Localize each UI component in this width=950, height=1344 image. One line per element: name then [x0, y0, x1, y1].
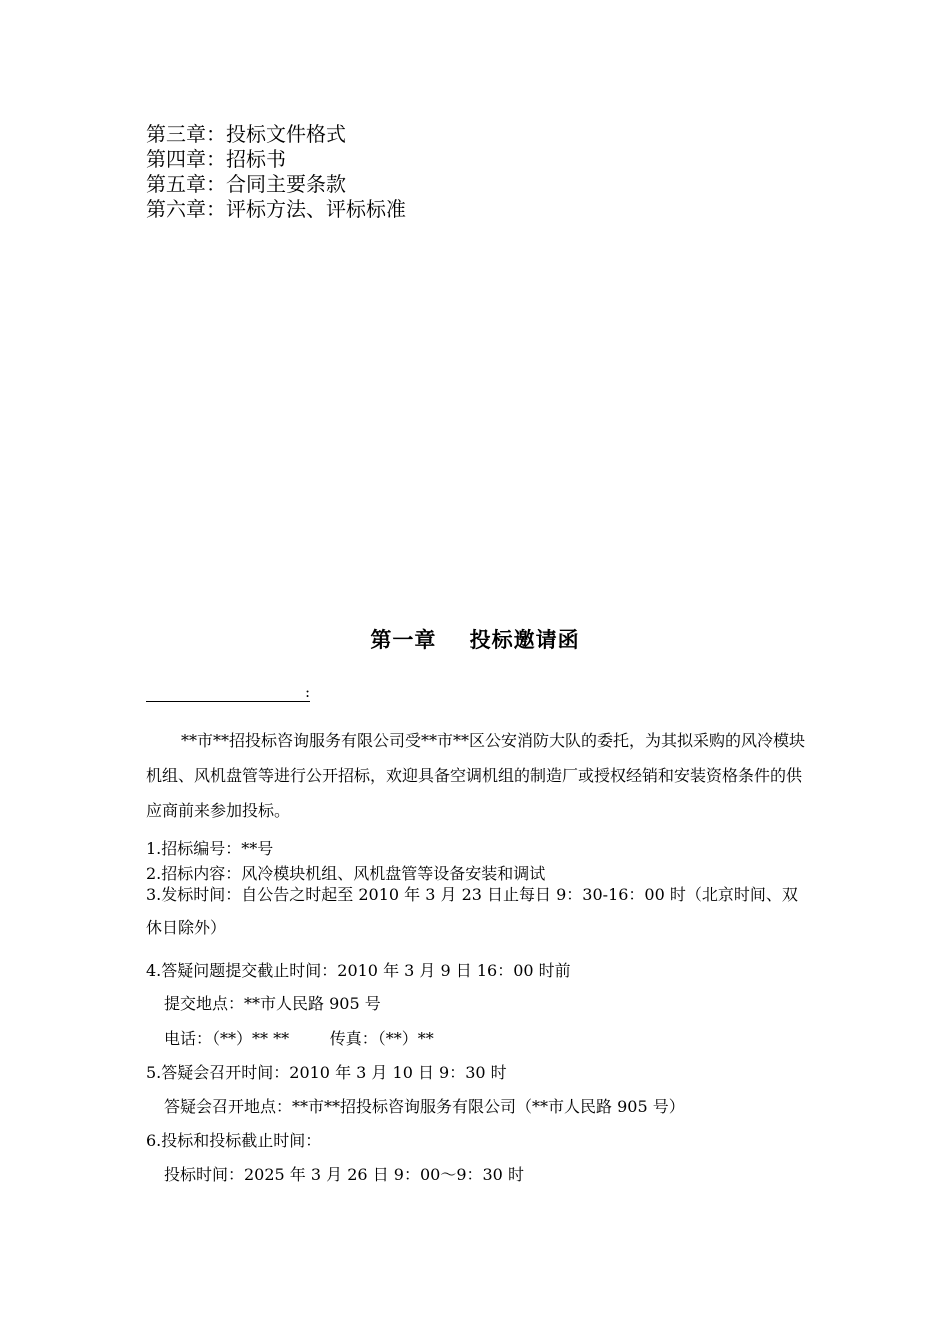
toc-item-chapter-5: 第五章：合同主要条款	[146, 172, 346, 196]
addressee-blank-line	[146, 683, 310, 702]
item-bid-time: 投标时间：2025 年 3 月 26 日 9：00～9：30 时	[164, 1165, 524, 1184]
item-qa-meeting-place: 答疑会召开地点：**市**招投标咨询服务有限公司（**市人民路 905 号）	[164, 1097, 685, 1116]
item-question-place: 提交地点：**市人民路 905 号	[164, 994, 381, 1013]
item-bid-content: 2.招标内容：风冷模块机组、风机盘管等设备安装和调试	[146, 864, 546, 883]
item-question-deadline: 4.答疑问题提交截止时间：2010 年 3 月 9 日 16：00 时前	[146, 961, 571, 980]
item-bid-number: 1.招标编号：**号	[146, 839, 274, 858]
toc-item-chapter-4: 第四章：招标书	[146, 147, 286, 171]
item-qa-meeting-time: 5.答疑会召开时间：2010 年 3 月 10 日 9：30 时	[146, 1063, 507, 1082]
table-of-contents	[146, 122, 406, 222]
intro-paragraph: **市**招投标咨询服务有限公司受**市**区公安消防大队的委托，为其拟采购的风冷模块机组、风机盘管等进行公开招标，欢迎具备空调机组的制造厂或授权经销和安装资格条件的供应商前来参加投标。	[146, 731, 806, 820]
item-contact-phone-fax: 电话：（**）** ** 传真：（**）**	[164, 1029, 434, 1048]
item-bid-deadline: 6.投标和投标截止时间：	[146, 1131, 322, 1150]
chapter-title: 第一章 投标邀请函	[370, 628, 580, 652]
toc-item-chapter-3: 第三章：投标文件格式	[146, 122, 346, 146]
toc-item-chapter-6: 第六章：评标方法、评标标准	[146, 197, 406, 221]
addressee-colon: :	[304, 683, 310, 701]
item-issue-time: 3.发标时间：自公告之时起至 2010 年 3 月 23 日止每日 9：30-16：00 时（北京时间、双休日除外）	[146, 885, 798, 937]
